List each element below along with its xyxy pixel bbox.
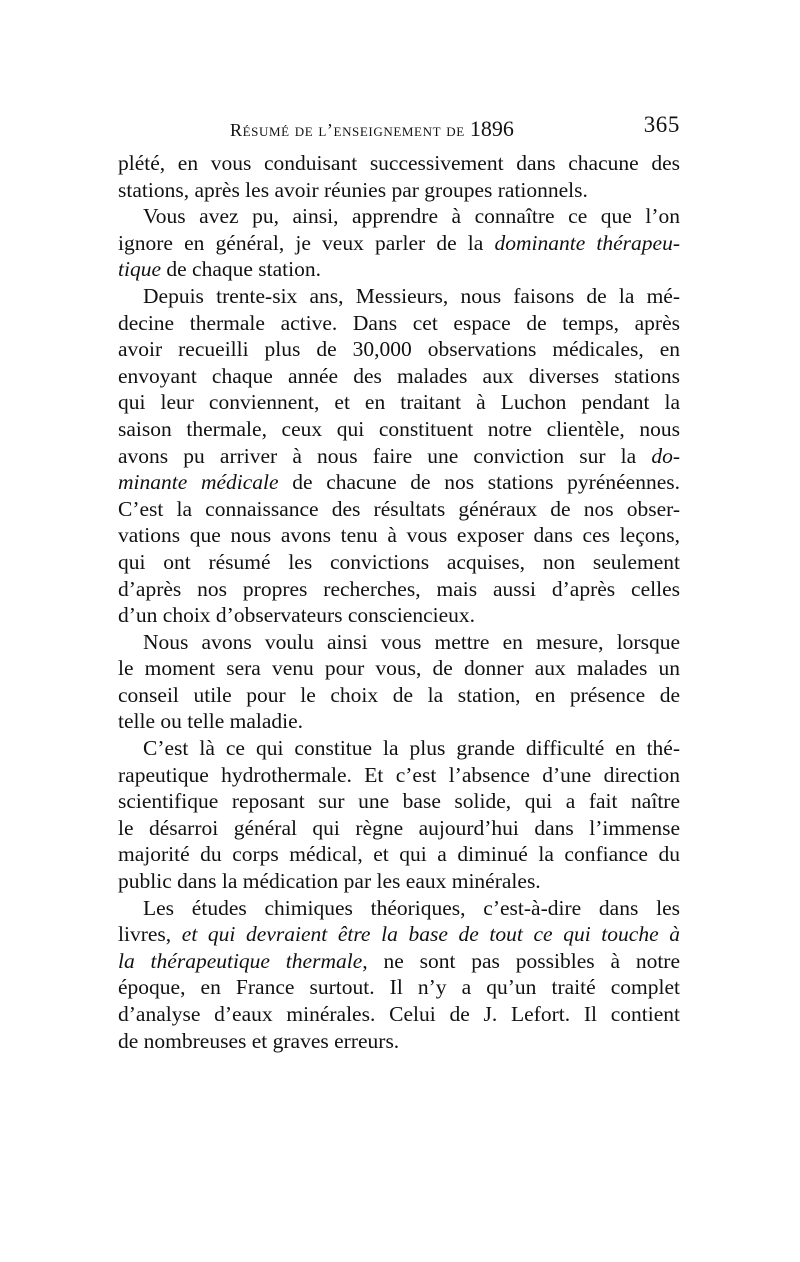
text-line — [118, 1028, 680, 1055]
text-span: Les études chimiques théoriques, c’est-à-dire dans les — [143, 895, 680, 920]
running-header — [118, 112, 680, 142]
running-title-text: Résumé de l’enseignement de — [230, 120, 465, 140]
text-line — [118, 948, 680, 975]
text-span: public dans la médication par les eaux minérales. — [118, 869, 541, 894]
text-span: plété, en vous conduisant successivement dans chacune des — [118, 151, 680, 175]
italic-span: la thérapeutique thermale, — [118, 948, 368, 973]
text-span: époque, en France surtout. Il n’y a qu’un traité complet — [118, 975, 680, 1000]
body-text — [118, 150, 680, 1054]
text-line — [118, 496, 680, 523]
text-span: livres, — [118, 922, 182, 947]
text-line — [118, 203, 680, 230]
text-span: majorité du corps médical, et qui a diminué la confiance du — [118, 842, 680, 867]
text-line — [118, 815, 680, 842]
text-line — [118, 735, 680, 762]
text-line — [118, 336, 680, 363]
text-line — [118, 416, 680, 443]
text-span: d’un choix d’observateurs consciencieux. — [118, 603, 476, 628]
text-line — [118, 363, 680, 390]
text-span: d’après nos propres recherches, mais aussi d’après celles — [118, 576, 680, 601]
text-span: decine thermale active. Dans cet espace de temps, après — [118, 310, 680, 335]
text-line — [118, 283, 680, 310]
text-span: avoir recueilli plus de 30,000 observations médicales, en — [118, 337, 680, 362]
text-span: stations, après les avoir réunies par groupes rationnels. — [118, 177, 588, 202]
text-line — [118, 788, 680, 815]
text-span: rapeutique hydrothermale. Et c’est l’absence d’une direction — [118, 762, 680, 787]
text-line — [118, 921, 680, 948]
text-span: C’est la connaissance des résultats généraux de nos obser- — [118, 496, 680, 521]
text-span: de nombreuses et graves erreurs. — [118, 1028, 400, 1053]
text-span: scientifique reposant sur une base solide, qui a fait naître — [118, 789, 680, 814]
text-line — [118, 1001, 680, 1028]
text-span: de chaque station. — [161, 257, 322, 282]
text-line — [118, 389, 680, 416]
text-span: le désarroi général qui règne aujourd’hui dans l’immense — [118, 815, 680, 840]
text-span: vations que nous avons tenu à vous exposer dans ces leçons, — [118, 523, 680, 548]
text-span: Depuis trente-six ans, Messieurs, nous faisons de la mé- — [143, 283, 680, 308]
running-title-year: 1896 — [469, 116, 514, 141]
text-span: ne sont pas possibles à notre — [367, 948, 680, 973]
text-span: ignore en général, je veux parler de la — [118, 230, 495, 255]
text-line — [118, 974, 680, 1001]
text-line — [118, 177, 680, 204]
italic-span: tique — [118, 257, 161, 282]
text-line — [118, 895, 680, 922]
text-span: conseil utile pour le choix de la station, en présence de — [118, 682, 680, 707]
running-title — [230, 116, 514, 142]
text-line — [118, 256, 680, 283]
text-line — [118, 443, 680, 470]
text-span: qui leur conviennent, et en traitant à Luchon pendant la — [118, 390, 680, 415]
text-span: Nous avons voulu ainsi vous mettre en mesure, lorsque — [143, 629, 680, 654]
text-line — [118, 469, 680, 496]
text-span: d’analyse d’eaux minérales. Celui de J. Lefort. Il contient — [118, 1002, 680, 1026]
text-line — [118, 762, 680, 789]
text-line — [118, 602, 680, 629]
text-span: qui ont résumé les convictions acquises, non seulement — [118, 549, 680, 574]
text-line — [118, 576, 680, 603]
text-span: C’est là ce qui constitue la plus grande difficulté en thé- — [143, 736, 680, 761]
text-line — [118, 230, 680, 257]
text-line — [118, 841, 680, 868]
italic-span: minante médicale — [118, 470, 279, 495]
text-span: de chacune de nos stations pyrénéennes. — [278, 470, 680, 495]
text-line — [118, 150, 680, 177]
text-line — [118, 549, 680, 576]
text-line — [118, 868, 680, 895]
italic-span: do- — [651, 443, 680, 468]
text-line — [118, 629, 680, 656]
text-span: avons pu arriver à nous faire une conviction sur la — [118, 443, 652, 468]
text-line — [118, 682, 680, 709]
text-line — [118, 310, 680, 337]
text-span: le moment sera venu pour vous, de donner aux malades un — [118, 656, 680, 681]
text-span: envoyant chaque année des malades aux diverses stations — [118, 363, 680, 388]
text-line — [118, 708, 680, 735]
page-number: 365 — [643, 112, 680, 137]
italic-span: dominante thérapeu- — [494, 230, 680, 255]
italic-span: et qui devraient être la base de tout ce qui touche à — [181, 922, 680, 947]
text-span: Vous avez pu, ainsi, apprendre à connaître ce que l’on — [143, 204, 680, 229]
text-line — [118, 522, 680, 549]
text-span: telle ou telle maladie. — [118, 709, 304, 734]
text-line — [118, 655, 680, 682]
text-span: saison thermale, ceux qui constituent notre clientèle, nous — [118, 416, 680, 441]
